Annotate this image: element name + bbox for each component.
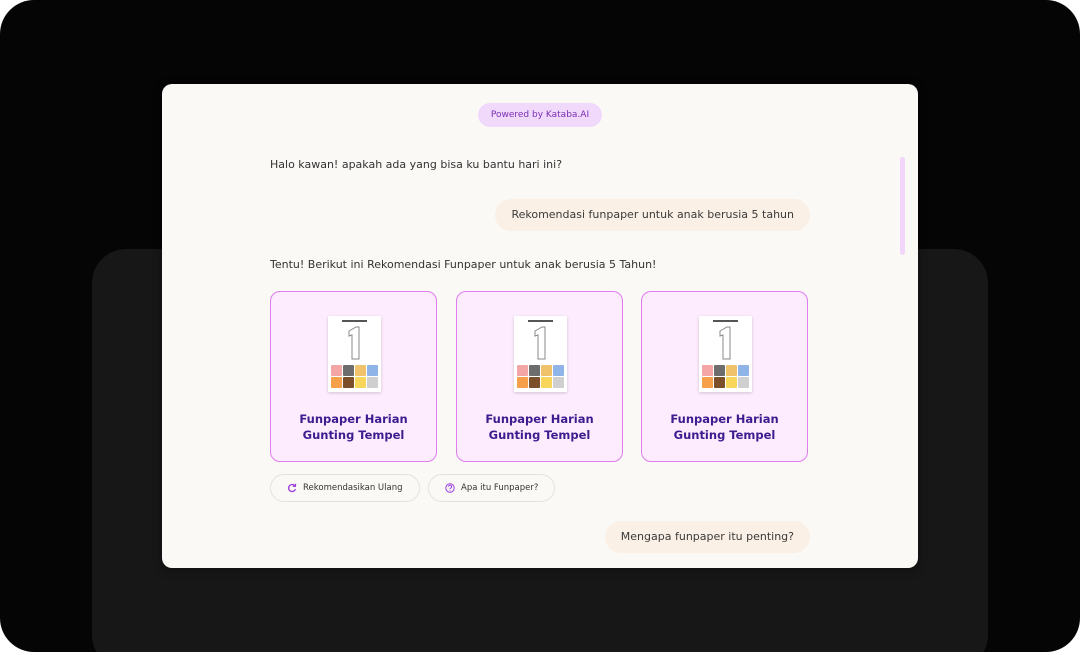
powered-by-badge[interactable]: Powered by Kataba.AI bbox=[478, 103, 602, 127]
card-title: Funpaper Harian Gunting Tempel bbox=[670, 412, 779, 442]
bot-message-greeting: Halo kawan! apakah ada yang bisa ku bantu hari ini? bbox=[270, 158, 563, 171]
funpaper-thumbnail bbox=[514, 316, 567, 392]
card-title: Funpaper Harian Gunting Tempel bbox=[485, 412, 594, 442]
bot-message-reply: Tentu! Berikut ini Rekomendasi Funpaper untuk anak berusia 5 Tahun! bbox=[270, 258, 657, 271]
scrollbar[interactable] bbox=[900, 157, 905, 255]
card-title: Funpaper Harian Gunting Tempel bbox=[299, 412, 408, 442]
chat-window bbox=[162, 84, 918, 568]
funpaper-thumbnail bbox=[328, 316, 381, 392]
funpaper-card[interactable] bbox=[641, 291, 808, 462]
funpaper-card[interactable] bbox=[456, 291, 623, 462]
user-message-question: Mengapa funpaper itu penting? bbox=[605, 521, 810, 553]
recommend-again-button[interactable] bbox=[270, 474, 420, 502]
question-circle-icon bbox=[445, 483, 455, 493]
user-message-request: Rekomendasi funpaper untuk anak berusia 5 tahun bbox=[495, 199, 810, 231]
what-is-funpaper-button[interactable] bbox=[428, 474, 555, 502]
recommend-again-label: Rekomendasikan Ulang bbox=[303, 483, 403, 493]
what-is-funpaper-label: Apa itu Funpaper? bbox=[461, 483, 539, 493]
funpaper-card[interactable] bbox=[270, 291, 437, 462]
funpaper-thumbnail bbox=[699, 316, 752, 392]
refresh-icon bbox=[287, 483, 297, 493]
